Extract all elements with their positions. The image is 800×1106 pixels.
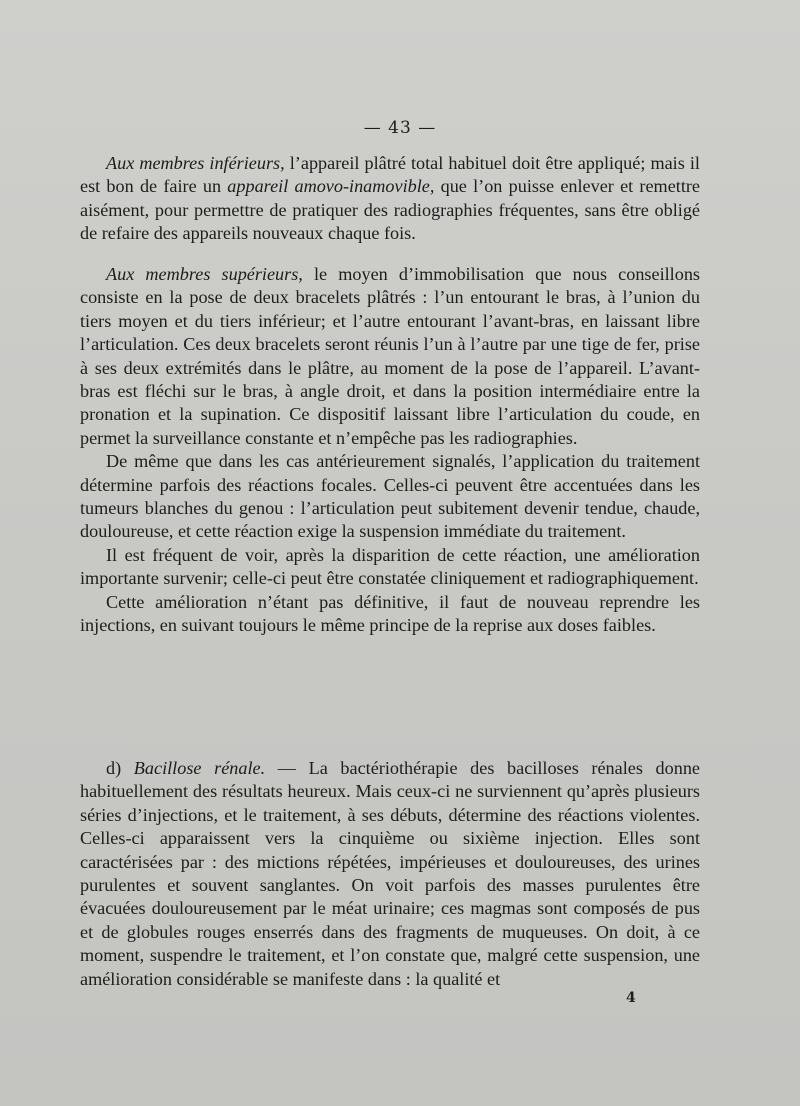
paragraph-text: le moyen d’immobilisation que nous conseillons consiste en la pose de deux bracelets plâtrés : l’un entourant le bras, à l’union du tiers moyen et du tiers inférieur; et l’autre entourant l’avant-bras, en laissant libre l’articulation. Ces deux bracelets seront réunis l’un à l’autre par une tige de fer, prise à ses deux extrémités dans le plâtre, au moment de la pose de l’appareil. L’avant-bras est fléchi sur le bras, à angle droit, et dans la position intermédiaire entre la pronation et la supination. Ce dispositif laissant libre l’articulation du coude, en permet la surveillance constante et n’empêche pas les radiographies. <box>80 264 700 448</box>
paragraph-bacillose-renale <box>80 757 700 991</box>
page-number: — 43 — <box>363 118 437 138</box>
paragraph-reactions-focales: De même que dans les cas antérieurement signalés, l’application du traitement détermine parfois des réactions focales. Celles-ci peuvent être accentuées dans les tumeurs blanches du genou : l’articulation peut subitement devenir tendue, chaude, douloureuse, et cette réaction exige la suspension immédiate du traitement. <box>80 451 700 542</box>
section-title: Bacillose rénale. <box>133 758 266 778</box>
paragraph-text-rest: que l’on puisse enlever et remettre aisément, pour permettre de pratiquer des radiographies fréquentes, sans être obligé de refaire des appareils nouveaux chaque fois. <box>80 176 700 244</box>
lead-membres-inferieurs: Aux membres inférieurs, <box>106 153 285 173</box>
paragraph-membres-inferieurs <box>80 152 700 246</box>
paragraph-reprise-injections: Cette amélioration n’étant pas définitive, il faut de nouveau reprendre les injections, en suivant toujours le même principe de la reprise aux doses faibles. <box>80 591 700 636</box>
section-label: d) <box>106 758 134 778</box>
paragraph-text: l’appareil plâtré total habituel doit être appliqué; mais il est bon de faire un <box>80 153 700 197</box>
term-appareil-amovo-inamovible: appareil amovo-inamovible, <box>227 176 435 197</box>
paragraph-amelioration: Il est fréquent de voir, après la disparition de cette réaction, une amélioration importante survenir; celle-ci peut être constatée cliniquement et radiographiquement. <box>80 544 700 589</box>
signature-mark: 4 <box>626 990 636 1006</box>
paragraph-membres-superieurs <box>80 263 700 638</box>
lead-membres-superieurs: Aux membres supérieurs, <box>106 264 303 284</box>
paragraph-text: — La bactériothérapie des bacilloses rénales donne habituellement des résultats heureux. Mais ceux-ci ne surviennent qu’après plusieurs séries d’injections, et le traitement, à ses débuts, détermine des réactions violentes. Celles-ci apparaissent vers la cinquième ou sixième injection. Elles sont caractérisées par : des mictions répétées, impérieuses et douloureuses, des urines purulentes et souvent sanglantes. On voit parfois des masses purulentes être évacuées douloureusement par le méat urinaire; ces magmas sont composés de pus et de globules rouges enserrés dans des fragments de muqueuses. On doit, à ce moment, suspendre le traitement, et l’on constate que, malgré cette suspension, une amélioration considérable se manifeste dans : la qualité et <box>80 758 700 989</box>
